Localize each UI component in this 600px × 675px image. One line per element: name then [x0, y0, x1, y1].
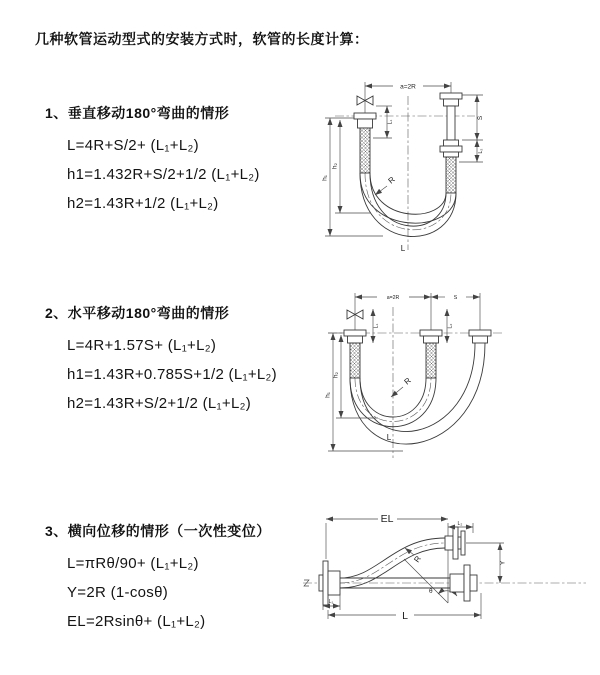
left-pipe-fitting — [344, 330, 366, 378]
section-vertical-bend — [45, 103, 260, 212]
dim-label-l: L — [386, 433, 392, 442]
right-pipe-fitting — [469, 330, 491, 343]
dim-label-l1: L₁ — [373, 323, 380, 329]
formula-h1: h1=1.43R+0.785S+1/2 (L₁+L₂) — [67, 366, 277, 383]
formula-h1: h1=1.432R+S/2+1/2 (L₁+L₂) — [67, 166, 260, 183]
dim-label-r: R — [386, 174, 397, 186]
dim-label-r: R — [402, 375, 413, 387]
dim-label-s: S — [453, 295, 458, 301]
hose-curves — [350, 343, 485, 444]
formula-h2: h2=1.43R+S/2+1/2 (L₁+L₂) — [67, 395, 252, 412]
section-lateral-displacement — [45, 521, 271, 630]
radius-callout — [375, 175, 397, 195]
dim-label-l2: L₂ — [478, 148, 484, 154]
dim-label-l1: L₁ — [328, 599, 334, 605]
left-pipe-fitting — [354, 113, 376, 173]
section-1-heading: 1、垂直移动180°弯曲的情形 — [45, 105, 230, 121]
formula-l: L=πRθ/90+ (L₁+L₂) — [67, 555, 199, 572]
radius-callout — [391, 376, 413, 397]
section-2-heading: 2、水平移动180°弯曲的情形 — [45, 305, 230, 321]
braided-hose-left — [360, 128, 370, 173]
construction-lines — [404, 523, 457, 603]
dim-label-span: a=2R — [386, 295, 400, 301]
diagram-horizontal-180-bend — [323, 283, 555, 463]
valve-icon — [347, 293, 363, 330]
middle-pipe-fitting — [420, 330, 442, 378]
dim-label-h2: h₂ — [331, 162, 339, 170]
dim-label-l2: L₂ — [457, 521, 463, 527]
dim-label-h1: h₁ — [321, 175, 329, 181]
dim-label-l2: L₂ — [447, 323, 454, 329]
dim-label-h2: h₂ — [332, 371, 340, 379]
right-pipe-fitting — [440, 93, 462, 193]
dim-label-theta: θ — [429, 588, 433, 595]
braided-hose-left — [350, 343, 360, 378]
braided-hose-middle — [426, 343, 436, 378]
dim-label-l: L — [402, 610, 408, 622]
dim-label-span: a=2R — [400, 83, 416, 91]
diagram-lateral-displacement — [298, 503, 590, 653]
radius-callout — [405, 548, 423, 564]
section-3-heading: 3、横向位移的情形（一次性变位） — [45, 523, 271, 539]
dim-label-s: S — [477, 115, 484, 121]
braided-hose-right — [446, 157, 456, 193]
dimensions — [325, 293, 481, 451]
valve-icon — [357, 82, 373, 113]
page-title: 几种软管运动型式的安装方式时，软管的长度计算： — [35, 31, 369, 48]
dimensions — [323, 513, 507, 622]
diagram-vertical-180-bend — [313, 78, 545, 256]
section-horizontal-bend — [45, 303, 277, 412]
hose-displaced-position — [340, 538, 445, 588]
dim-label-l: L — [400, 244, 406, 253]
formula-el: EL=2Rsinθ+ (L₁+L₂) — [67, 613, 206, 630]
dim-label-l1: L₁ — [387, 119, 394, 125]
dim-label-r: R — [412, 554, 423, 565]
formula-y: Y=2R (1-cosθ) — [67, 584, 169, 601]
right-flange-fitting — [450, 565, 477, 601]
formula-h2: h2=1.43R+1/2 (L₁+L₂) — [67, 195, 219, 212]
formula-l: L=4R+1.57S+ (L₁+L₂) — [67, 337, 217, 354]
dim-label-el: EL — [380, 513, 394, 525]
dim-label-h1: h₁ — [324, 392, 332, 398]
dim-label-y: Y — [499, 560, 507, 566]
formula-l: L=4R+S/2+ (L₁+L₂) — [67, 137, 199, 154]
